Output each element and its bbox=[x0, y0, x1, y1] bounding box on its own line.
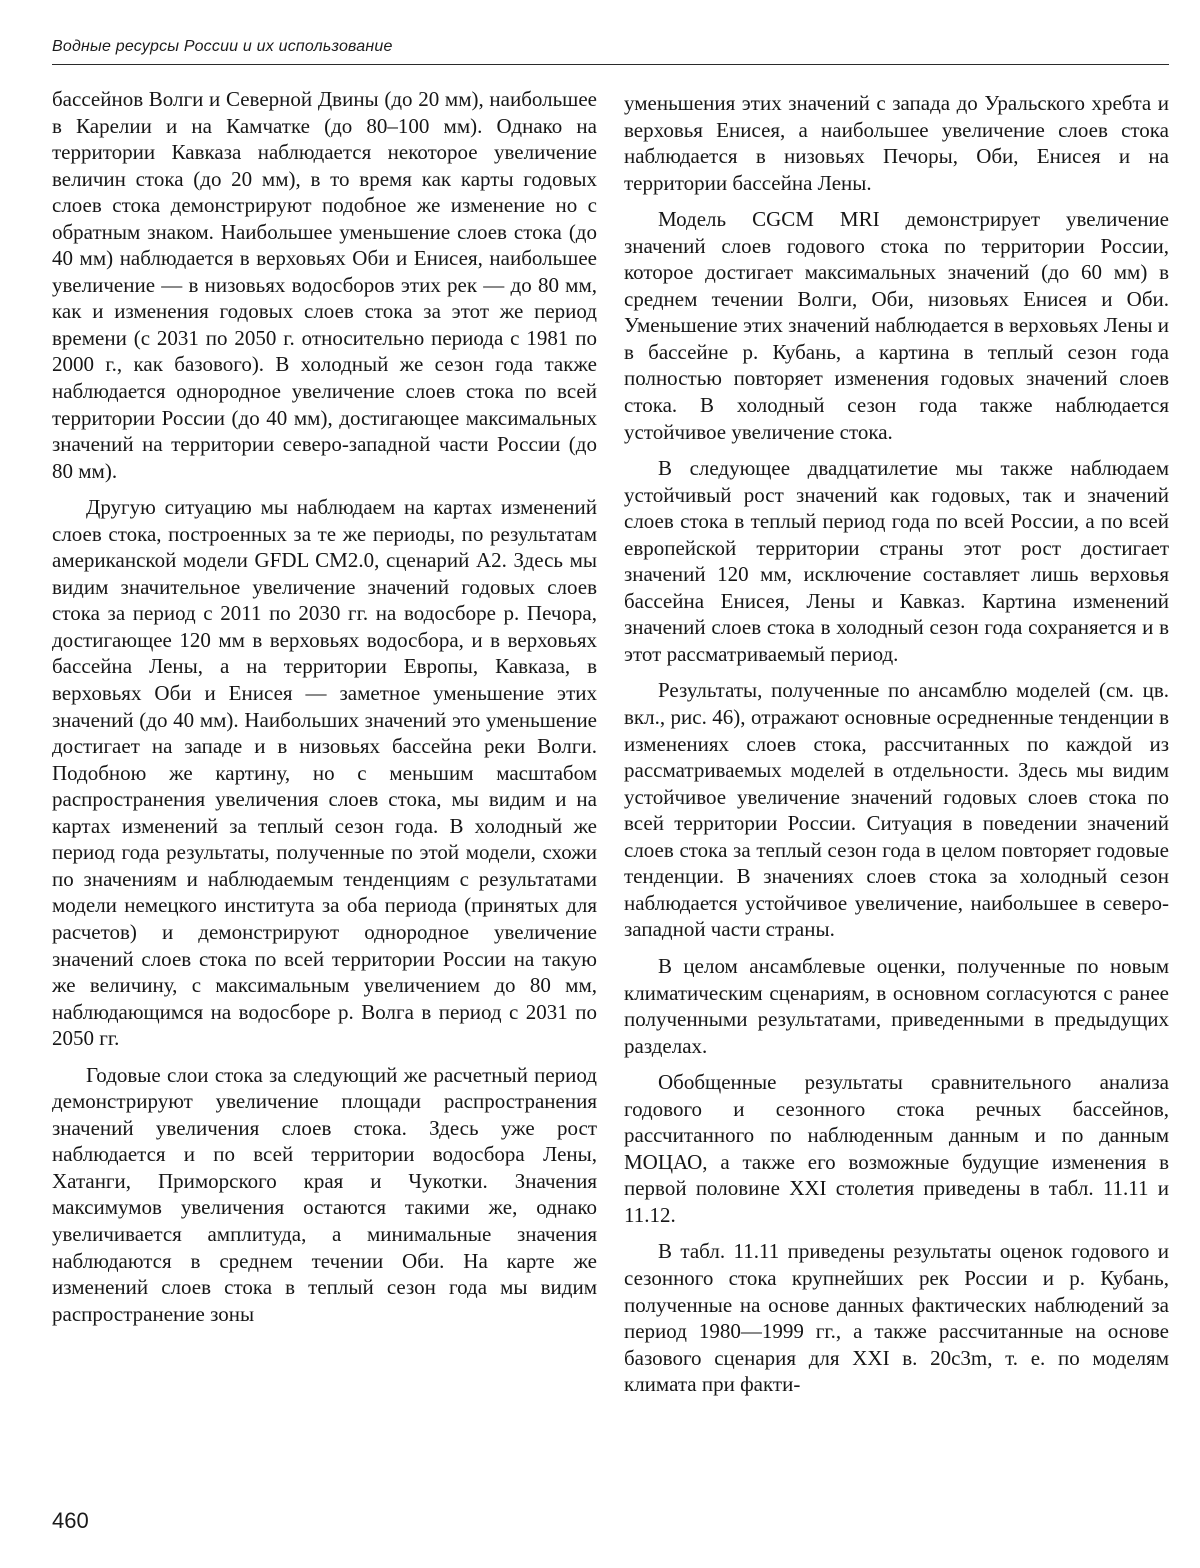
paragraph: Другую ситуацию мы наблюдаем на картах изменений слоев стока, построенных за те же периоды, по результатам американской модели GFDL CM2.0, сценарий А2. Здесь мы видим значительное увеличение значений годовых слоев стока за период с 2011 по 2030 гг. на водосборе р. Печора, достигающее 120 мм в верховьях водосбора, и в верховьях бассейна Лены, а на территории Европы, Кавказа, в верховьях Оби и Енисея — заметное уменьшение этих значений (до 40 мм). Наибольших значений это уменьшение достигает на западе и в низовьях бассейна реки Волги. Подобною же картину, но с меньшим масштабом распространения увеличения слоев стока, мы видим и на картах изменений за теплый сезон года. В холодный же период года результаты, полученные по этой модели, схожи по значениям и наблюдаемым тенденциям с результатами модели немецкого института за оба периода (принятых для расчетов) и демонстрируют однородное увеличение значений слоев стока по всей территории России на такую же величину, с максимальным увеличением до 80 мм, наблюдающимся на водосборе р. Волга в период с 2031 по 2050 гг. bbox=[52, 495, 597, 1051]
paragraph: уменьшения этих значений с запада до Уральского хребта и верховья Енисея, а наибольшее увеличение слоев стока наблюдается в низовьях Печоры, Оби, Енисея и на территории бассейна Лены. bbox=[624, 91, 1169, 195]
paragraph: В целом ансамблевые оценки, полученные по новым климатическим сценариям, в основном согласуются с ранее полученными результатами, приведенными в предыдущих разделах. bbox=[624, 953, 1169, 1058]
paragraph: бассейнов Волги и Северной Двины (до 20 мм), наибольшее в Карелии и на Камчатке (до 80–100 мм). Однако на территории Кавказа наблюдается некоторое увеличение величин стока (до 20 мм), в то время как карты годовых слоев стока демонстрируют подобное же изменение но с обратным знаком. Наибольшее уменьшение слоев стока (до 40 мм) наблюдается в верховьях Оби и Енисея, наибольшее увеличение — в низовьях водосборов этих рек — до 80 мм, как и изменения годовых слоев стока за этот же период времени (с 2031 по 2050 г. относительно периода с 1981 по 2000 г., как базового). В холодный же сезон года также наблюдается однородное увеличение слоев стока по всей территории России (до 40 мм), достигающее максимальных значений на территории северо-западной части России (до 80 мм). bbox=[52, 87, 597, 483]
paragraph: Модель CGCM MRI демонстрирует увеличение значений слоев годового стока по территории России, которое достигает максимальных значений (до 60 мм) в среднем течении Волги, Оби, низовьях Енисея и Оби. Уменьшение этих значений наблюдается в верховьях Лены и в бассейне р. Кубань, а картина в теплый сезон года полностью повторяет изменения годовых значений слоев стока. В холодный сезон года также наблюдается устойчивое увеличение стока. bbox=[624, 207, 1169, 444]
paragraph: Обобщенные результаты сравнительного анализа годового и сезонного стока речных бассейнов, рассчитанного по наблюденным данным и по данным МОЦАО, а также его возможные будущие изменения в первой половине XXI столетия приведены в табл. 11.11 и 11.12. bbox=[624, 1070, 1169, 1227]
page-number: 460 bbox=[52, 1508, 89, 1533]
header-rule bbox=[52, 64, 1169, 65]
left-column bbox=[52, 86, 597, 1337]
right-column bbox=[624, 90, 1169, 1408]
paragraph: В следующее двадцатилетие мы также наблюдаем устойчивый рост значений как годовых, так и значений слоев стока в теплый период года по всей России, а по всей европейской территории страны этот рост достигает значений 120 мм, исключение составляет лишь верховья бассейна Енисея, Лены и Кавказ. Картина изменений значений слоев стока в холодный сезон года сохраняется и в этот рассматриваемый период. bbox=[624, 456, 1169, 666]
paragraph: Результаты, полученные по ансамблю моделей (см. цв. вкл., рис. 46), отражают основные осредненные тенденции в изменениях слоев стока, рассчитанных по каждой из рассматриваемых моделей в отдельности. Здесь мы видим устойчивое увеличение значений годовых слоев стока по всей территории России. Ситуация в поведении значений слоев стока за теплый сезон года в целом повторяет годовые тенденции. В значениях слоев стока за холодный сезон наблюдается устойчивое увеличение, наибольшее в северо-западной части страны. bbox=[624, 678, 1169, 942]
running-title: Водные ресурсы России и их использование bbox=[52, 38, 393, 55]
paragraph: В табл. 11.11 приведены результаты оценок годового и сезонного стока крупнейших рек России и р. Кубань, полученные на основе данных фактических наблюдений за период 1980—1999 гг., а также рассчитанные на основе базового сценария для XXI в. 20c3m, т. е. по моделям климата при факти- bbox=[624, 1239, 1169, 1397]
paragraph: Годовые слои стока за следующий же расчетный период демонстрируют увеличение площади распространения значений увеличения слоев стока. Здесь уже рост наблюдается и по всей территории водосбора Лены, Хатанги, Приморского края и Чукотки. Значения максимумов увеличения остаются такими же, однако увеличивается амплитуда, а минимальные значения наблюдаются в среднем течении Оби. На карте же изменений слоев стока в теплый сезон года мы видим распространение зоны bbox=[52, 1062, 597, 1326]
